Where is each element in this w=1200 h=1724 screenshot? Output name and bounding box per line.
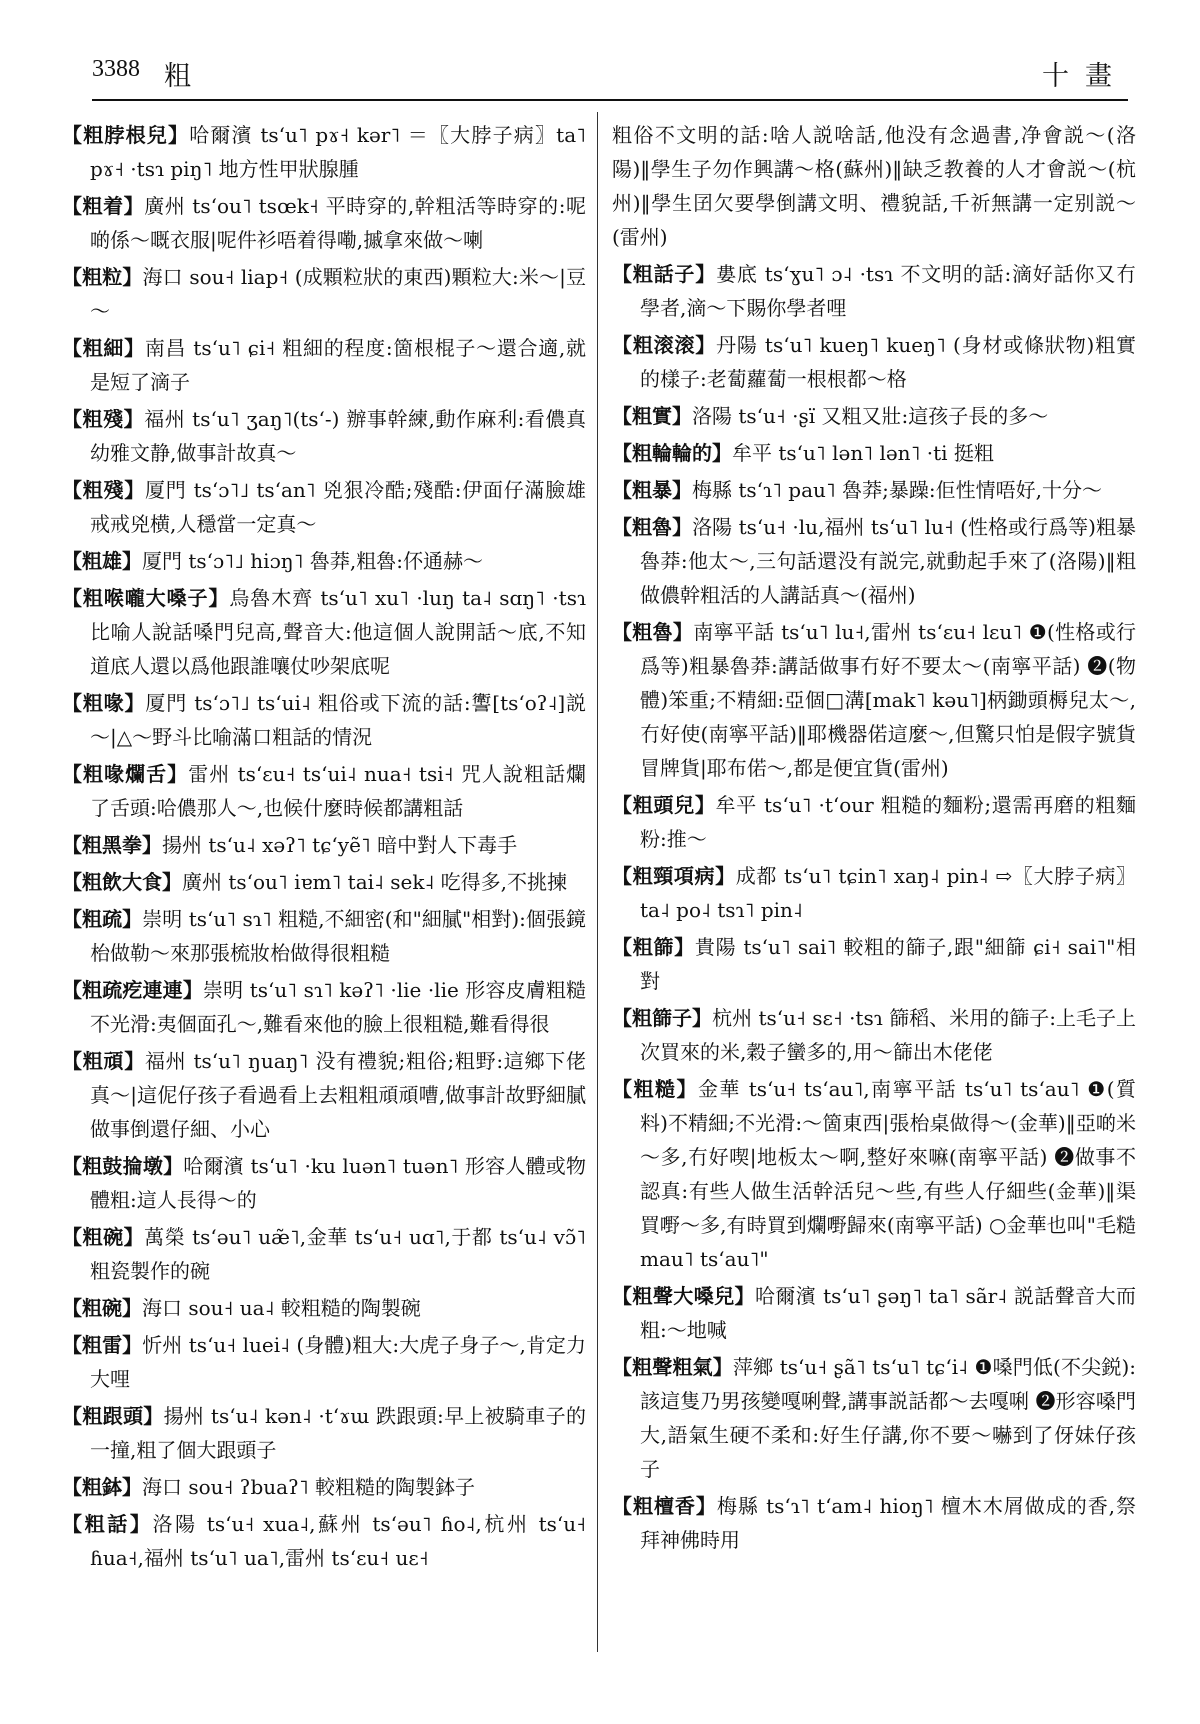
dictionary-entry [62,1291,586,1325]
page-number: 3388 [92,56,140,82]
entry-headword: 【粗糙】 [612,1077,698,1101]
dictionary-entry [62,1399,586,1467]
dictionary-entry [612,399,1136,433]
entry-headword: 【粗暴】 [612,478,692,502]
dictionary-entry [62,973,586,1041]
entry-definition: 揚州 tsʻu˨ xəʔ˥ tɕʻyẽ˥ 暗中對人下毒手 [162,833,518,857]
entry-headword: 【粗實】 [612,404,692,428]
right-column [612,118,1136,1560]
header-rule [92,99,1128,101]
entry-definition: 洛陽 tsʻu˧ ·ʂï 又粗又壯:這孩子長的多～ [692,404,1049,428]
entry-headword: 【粗碗】 [62,1296,142,1320]
entry-definition: 福州 tsʻu˥ ŋuaŋ˥ 没有禮貌;粗俗;粗野:這鄉下佬真～|這伲仔孩子看過看上去粗粗頑頑嘈,做事計故野細膩做事倒還仔細、小心 [90,1049,586,1141]
dictionary-entry [612,1489,1136,1557]
entry-headword: 【粗鉢】 [62,1475,142,1499]
entry-headword: 【粗頑】 [62,1049,145,1073]
dictionary-entry [612,257,1136,325]
entry-definition: 牟平 tsʻu˥ lən˥ lən˥ ·ti 挺粗 [732,441,994,465]
entry-headword: 【粗喙】 [62,691,146,715]
dictionary-entry [612,930,1136,998]
entry-headword: 【粗喙爛舌】 [62,762,189,786]
entry-headword: 【粗雷】 [62,1333,143,1357]
entry-definition: 哈爾濱 tsʻu˥ ʂəŋ˥ ta˥ sãr˨ 説話聲音大而粗:～地喊 [640,1284,1137,1342]
entry-headword: 【粗頸項病】 [612,864,736,888]
entry-headword: 【粗細】 [62,336,145,360]
dictionary-entry [612,328,1136,396]
dictionary-entry [612,473,1136,507]
entry-definition: 杭州 tsʻu˧ sɛ˧ ·tsɿ 篩稻、米用的篩子:上毛子上次買來的米,穀子蠻多的,用～篩出木佬佬 [640,1006,1137,1064]
entry-headword: 【粗着】 [62,194,145,218]
entry-headword: 【粗殘】 [62,478,146,502]
dictionary-entry [612,1001,1136,1069]
entry-headword: 【粗魯】 [612,620,694,644]
entry-headword: 【粗雄】 [62,549,142,573]
entry-definition: 哈爾濱 tsʻu˥ ·ku luən˥ tuən˥ 形容人體或物體粗:這人長得～的 [90,1154,587,1212]
dictionary-entry [62,118,586,186]
entry-definition: 洛陽 tsʻu˧ ·lu,福州 tsʻu˥ lu˧ (性格或行爲等)粗暴魯莽:他太～,三句話還没有説完,就動起手來了(洛陽)‖粗做儂幹粗活的人講話真～(福州) [640,515,1136,607]
dictionary-entry [62,331,586,399]
entry-definition: 忻州 tsʻu˧ luei˨ (身體)粗大:大虎子身子～,肯定力大哩 [90,1333,586,1391]
entry-definition: 厦門 tsʻɔ˥˩ tsʻui˨ 粗俗或下流的話:讆[tsʻoʔ˨]説～|△～野斗比喻滿口粗話的情況 [90,691,587,749]
entry-headword: 【粗喉嚨大嗓子】 [62,586,230,610]
entry-definition: 海口 sou˧ ʔbuaʔ˥ 較粗糙的陶製鉢子 [142,1475,476,1499]
entry-definition: 海口 sou˧ liap˧ (成顆粒狀的東西)顆粒大:米～|豆～ [90,265,586,323]
entry-definition: 揚州 tsʻu˨ kən˨ ·tʻɤɯ 跌跟頭:早上被騎車子的一撞,粗了個大跟頭子 [90,1404,587,1462]
entry-definition: 雷州 tsʻɛu˧ tsʻui˨ nua˧ tsi˧ 咒人說粗話爛了舌頭:哈儂那人～,也候什麼時候都講粗話 [90,762,587,820]
dictionary-entry [62,1507,586,1575]
entry-headword: 【粗黑拳】 [62,833,162,857]
entry-headword: 【粗篩】 [612,935,695,959]
entry-headword: 【粗鼓掄墩】 [62,1154,184,1178]
entry-definition: 崇明 tsʻu˥ sɿ˥ 粗糙,不細密(和"細膩"相對):個張鏡枱做勒～來那張梳妝枱做得很粗糙 [90,907,587,965]
entry-definition: 南寧平話 tsʻu˥ lu˧,雷州 tsʻɛu˧ lɛu˥ ❶(性格或行爲等)粗暴魯莽:講話做事冇好不要太～(南寧平話) ❷(物體)笨重;不精細:亞個□溝[mak˥ kəu˥]柄鋤頭槈兒太～,冇好使(南寧平話)‖耶機器偌這麼～,但驚只怕是假字號貨冒牌貨|耶布偌～,都是便宜貨(雷州) [640,620,1136,780]
entry-definition: 萍鄉 tsʻu˧ ʂã˥ tsʻu˥ tɕʻi˨ ❶嗓門低(不尖鋭):該這隻乃男孩變嘎唎聲,講事説話都～去嘎唎 ❷形容嗓門大,語氣生硬不柔和:好生仔講,你不要～嚇到了伢妹仔孩子 [640,1355,1136,1481]
entry-headword: 【粗疏疙連連】 [62,978,203,1002]
dictionary-entry [612,1072,1136,1276]
dictionary-entry [62,757,586,825]
entry-definition: 婁底 tsʻɣu˥ ɔ˨ ·tsɿ 不文明的話:滴好話你又冇學者,滴～下賜你學者哩 [640,262,1137,320]
dictionary-entry [612,615,1136,785]
dictionary-entry [62,1328,586,1396]
dictionary-entry [62,1220,586,1288]
entry-definition: 金華 tsʻu˧ tsʻau˥,南寧平話 tsʻu˥ tsʻau˥ ❶(質料)不精細;不光滑:～箇東西|張枱桌做得～(金華)‖亞啲米～多,冇好喫|地板太～啊,整好來嘛(南寧平話) ❷做事不認真:有些人做生活幹活兒～些,有些人仔細些(金華)‖渠買嘢～多,有時買到爛嘢歸來(南寧平話) ○金華也叫"毛糙 mau˥ tsʻau˥" [640,1077,1137,1271]
entry-definition: 廣州 tsʻou˥ tsœk˧ 平時穿的,幹粗活等時穿的:呢啲係～嘅衣服|呢件衫唔着得嘞,摵拿來做～喇 [90,194,587,252]
entry-headword: 【粗篩子】 [612,1006,713,1030]
entry-headword: 【粗脖根兒】 [62,123,190,147]
dictionary-entry [62,402,586,470]
entry-headword: 【粗跟頭】 [62,1404,164,1428]
dictionary-entry [612,788,1136,856]
entry-definition: 梅縣 tsʻɿ˥ tʻam˨ hioŋ˥ 檀木木屑做成的香,祭拜神佛時用 [640,1494,1136,1552]
column-divider [597,112,598,1652]
entry-definition: 南昌 tsʻu˥ ɕi˧ 粗細的程度:箇根棍子～還合適,就是短了滴子 [90,336,586,394]
dictionary-entry [612,1350,1136,1486]
entry-definition: 崇明 tsʻu˥ sɿ˥ kəʔ˥ ·lie ·lie 形容皮膚粗糙不光滑:夷個面孔～,難看來他的臉上很粗糙,難看得很 [90,978,586,1036]
entry-definition: 梅縣 tsʻɿ˥ pau˥ 魯莽;暴躁:佢性情唔好,十分～ [692,478,1102,502]
entry-definition: 厦門 tsʻɔ˥˩ hiɔŋ˥ 魯莽,粗魯:伓通赫～ [142,549,483,573]
entry-definition: 廣州 tsʻou˥ iɐm˥ tai˨ sek˨ 吃得多,不挑揀 [182,870,568,894]
entry-headword: 【粗魯】 [612,515,693,539]
entry-headword: 【粗聲大嗓兒】 [612,1284,755,1308]
entry-definition: 粗俗不文明的話:啥人説啥話,他没有念過書,净會説～(洛陽)‖學生子勿作興講～格(蘇州)‖缺乏教養的人才會説～(杭州)‖學生囝欠要學倒講文明、禮貌話,千祈無講一定别説～(雷州) [612,123,1136,249]
dictionary-entry [62,865,586,899]
dictionary-entry [612,118,1136,254]
dictionary-entry [62,902,586,970]
entry-definition: 海口 sou˧ ua˨ 較粗糙的陶製碗 [142,1296,421,1320]
dictionary-entry [62,544,586,578]
dictionary-entry [62,828,586,862]
dictionary-entry [612,859,1136,927]
entry-definition: 丹陽 tsʻu˥ kueŋ˥ kueŋ˥ (身材或條狀物)粗實的樣子:老蔔蘿蔔一根根都～格 [640,333,1136,391]
dictionary-entry [62,1470,586,1504]
entry-definition: 洛陽 tsʻu˧ xua˨,蘇州 tsʻəu˥ ɦo˨,杭州 tsʻu˧ ɦua˧,福州 tsʻu˥ ua˥,雷州 tsʻɛu˧ uɛ˧ [90,1512,587,1570]
entry-definition: 福州 tsʻu˥ ʒaŋ˥(tsʻ-) 辦事幹練,動作麻利:看儂真幼雅文静,做事計故真～ [90,407,586,465]
entry-definition: 牟平 tsʻu˥ ·tʻour 粗糙的麵粉;還需再磨的粗麵粉:推～ [640,793,1137,851]
entry-headword: 【粗輪輪的】 [612,441,732,465]
dictionary-entry [612,510,1136,612]
entry-definition: 厦門 tsʻɔ˥˩ tsʻan˥ 兇狠冷酷;殘酷:伊面仔滿臉雄戒戒兇横,人穩當一定真～ [90,478,587,536]
dictionary-entry [62,1149,586,1217]
dictionary-entry [62,189,586,257]
dictionary-entry [62,1044,586,1146]
entry-headword: 【粗檀香】 [612,1494,717,1518]
entry-headword: 【粗碗】 [62,1225,145,1249]
page-header [92,56,1128,96]
entry-definition: 萬榮 tsʻəu˥ uæ̃˥,金華 tsʻu˧ uɑ˥,于都 tsʻu˨ vɔ̃˥ 粗瓷製作的碗 [90,1225,587,1283]
entry-headword: 【粗殘】 [62,407,145,431]
entry-definition: 哈爾濱 tsʻu˥ pɤ˧ kər˥ ＝〖大脖子病〗ta˥ pɤ˧ ·tsɿ piŋ˥ 地方性甲狀腺腫 [90,123,587,181]
dictionary-entry [612,1279,1136,1347]
entry-headword: 【粗頭兒】 [612,793,716,817]
section-label: 十畫 [1042,61,1128,92]
entry-definition: 烏魯木齊 tsʻu˥ xu˥ ·luŋ ta˨ sɑŋ˥ ·tsɿ 比喻人說話嗓門兒高,聲音大:他這個人說開話～底,不知道底人還以爲他跟誰嚷仗吵架底呢 [90,586,587,678]
entry-definition: 貴陽 tsʻu˥ sai˥ 較粗的篩子,跟"細篩 ɕi˧ sai˥"相對 [640,935,1136,993]
dictionary-entry [62,581,586,683]
dictionary-entry [62,260,586,328]
entry-definition: 成都 tsʻu˥ tɕin˥ xaŋ˨ pin˨ ⇨〖大脖子病〗ta˨ po˨ tsɿ˥ pin˨ [640,864,1137,922]
left-column [62,118,586,1578]
dictionary-entry [62,473,586,541]
entry-headword: 【粗飲大食】 [62,870,182,894]
head-character: 粗 [164,61,191,92]
entry-headword: 【粗話子】 [612,262,717,286]
dictionary-entry [612,436,1136,470]
dictionary-entry [62,686,586,754]
entry-headword: 【粗滚滚】 [612,333,717,357]
entry-headword: 【粗疏】 [62,907,143,931]
entry-headword: 【粗話】 [62,1512,153,1536]
entry-headword: 【粗粒】 [62,265,143,289]
entry-headword: 【粗聲粗氣】 [612,1355,733,1379]
